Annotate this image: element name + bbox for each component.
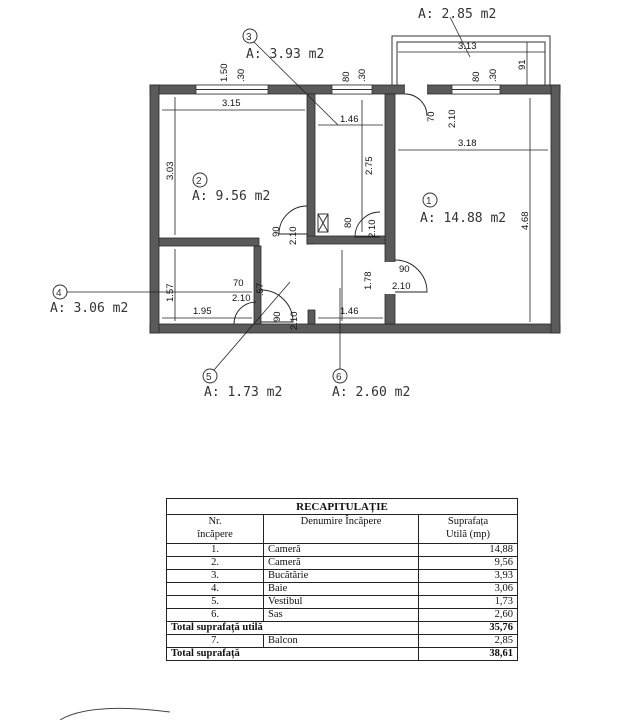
wall-r2-bottom	[159, 238, 259, 246]
room-num-3: 3	[246, 32, 252, 43]
room-5-area: A: 1.73 m2	[204, 385, 283, 400]
dim-r1-door-w: 70	[426, 111, 437, 122]
dim-r3-door-h: 2.10	[367, 219, 378, 238]
dim-r5-door-h: 2.10	[289, 311, 300, 330]
dim-balcony-width: 3.13	[458, 41, 477, 52]
dim-r3-width: 1.46	[340, 114, 359, 125]
header-nr: Nr. încăpere	[167, 515, 264, 544]
dim-r4-door-w: 70	[233, 278, 244, 289]
dim-balcony-win-a: 80	[471, 71, 482, 82]
room-4-area: A: 3.06 m2	[50, 301, 129, 316]
dim-balcony-win-b: .30	[488, 68, 499, 82]
balcony-area: A: 2.85 m2	[418, 7, 497, 22]
table-row: 5. Vestibul 1,73	[167, 596, 518, 609]
recap-table	[166, 498, 518, 661]
dim-r4-height: 1.57	[165, 283, 176, 302]
room-num-1: 1	[426, 196, 432, 207]
table-row: 7. Balcon 2,85	[167, 635, 518, 648]
table-row: 2. Cameră 9,56	[167, 557, 518, 570]
dim-r5-width: .57	[255, 282, 266, 296]
dim-entry-door-h: 2.10	[392, 281, 411, 292]
wall-left	[150, 85, 159, 333]
table-row: 1. Cameră 14,88	[167, 544, 518, 557]
total-util-label: Total suprafață utilă	[167, 622, 419, 635]
dim-r3-win-a: 80	[341, 71, 352, 82]
room-2-area: A: 9.56 m2	[192, 189, 271, 204]
dim-r2-width: 3.15	[222, 98, 241, 109]
dim-r1-width: 3.18	[458, 138, 477, 149]
total-label: Total suprafață	[167, 648, 419, 661]
room-num-6: 6	[336, 372, 342, 383]
dim-r4-door-h: 2.10	[232, 293, 251, 304]
dim-r2-door-h: 2.10	[288, 226, 299, 245]
scan-artifact	[60, 700, 180, 720]
dim-r6-height: 1.78	[363, 271, 374, 290]
header-name: Denumire Încăpere	[264, 515, 419, 544]
table-row: 6. Sas 2,60	[167, 609, 518, 622]
room-1-area: A: 14.88 m2	[420, 211, 507, 226]
total-value: 38,61	[419, 648, 518, 661]
total-util-row	[167, 622, 518, 635]
total-util-value: 35,76	[419, 622, 518, 635]
dim-r3-height: 2.75	[364, 156, 375, 175]
dim-r2-win-b: .30	[236, 68, 247, 82]
recap-title: RECAPITULAȚIE	[167, 499, 518, 515]
table-row: 3. Bucătărie 3,93	[167, 570, 518, 583]
dimension-lines	[162, 97, 548, 322]
dim-r3-win-b: .30	[357, 68, 368, 82]
dim-balcony-depth: 91	[517, 59, 528, 70]
dim-entry-door-w: 90	[399, 264, 410, 275]
dim-r6-width: 1.46	[340, 306, 359, 317]
dim-r2-door-w: 90	[271, 226, 282, 237]
dim-r4-width: 1.95	[193, 306, 212, 317]
dim-r5-door-w: 90	[272, 311, 283, 322]
total-row	[167, 648, 518, 661]
dimension-labels	[165, 41, 531, 330]
dim-r1-door-h: 2.10	[447, 109, 458, 128]
dim-r1-height: 4.68	[520, 211, 531, 230]
room-6-area: A: 2.60 m2	[332, 385, 411, 400]
wall-r5-r6	[308, 310, 315, 324]
wall-r2-r3	[307, 94, 315, 244]
dim-r3-door-w: 80	[343, 217, 354, 228]
table-row: 4. Baie 3,06	[167, 583, 518, 596]
room-3-area: A: 3.93 m2	[246, 47, 325, 62]
room-num-5: 5	[206, 372, 212, 383]
dim-r2-height: 3.03	[165, 161, 176, 180]
room-num-2: 2	[196, 176, 202, 187]
wall-right	[551, 85, 560, 333]
dim-r2-win-a: 1.50	[219, 63, 230, 82]
header-area: Suprafața Utilă (mp)	[419, 515, 518, 544]
wall-bottom	[150, 324, 560, 333]
room-num-4: 4	[56, 288, 62, 299]
